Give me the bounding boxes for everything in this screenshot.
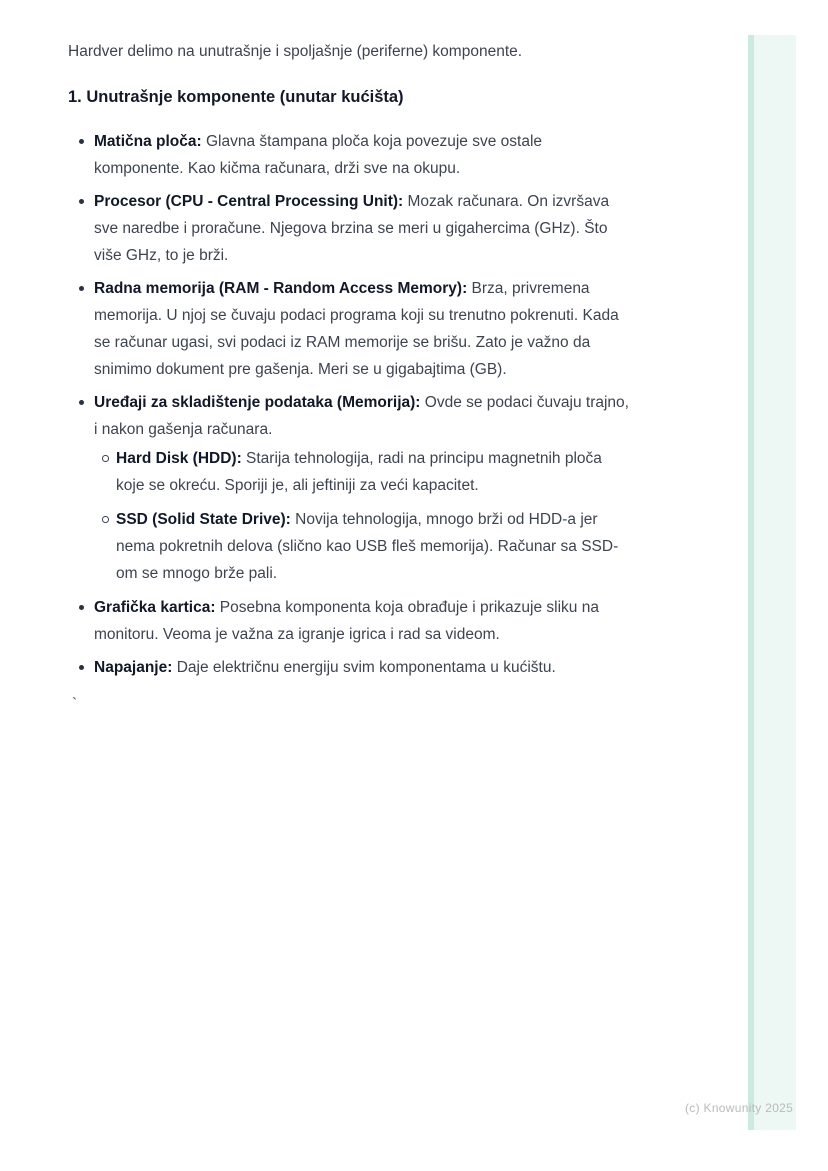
item-term: Matična ploča: [94, 133, 202, 150]
item-term: Procesor (CPU - Central Processing Unit): [94, 193, 404, 210]
component-list [68, 128, 633, 681]
list-item-graficka-kartica [68, 594, 633, 648]
list-item-maticna-ploca [68, 128, 633, 182]
item-desc: Daje električnu energiju svim komponentama u kućištu. [172, 659, 556, 676]
item-desc: Posebna komponenta koja obrađuje i prikazuje sliku na monitoru. Veoma je važna za igranje igrica i rad sa videom. [94, 599, 599, 643]
item-term: Hard Disk (HDD): [116, 450, 242, 467]
list-item-skladistenje [68, 389, 633, 587]
storage-sublist [94, 445, 633, 587]
item-desc: Ovde se podaci čuvaju trajno, i nakon gašenja računara. [94, 394, 629, 438]
copyright-watermark: (c) Knowunity 2025 [685, 1101, 794, 1115]
item-desc: Mozak računara. On izvršava sve naredbe i proračune. Njegova brzina se meri u gigahercima (GHz). Što više GHz, to je brži. [94, 193, 610, 264]
item-desc: Starija tehnologija, radi na principu magnetnih ploča koje se okreću. Sporiji je, ali jeftiniji za veći kapacitet. [116, 450, 602, 494]
document-content [68, 38, 633, 718]
item-term: Napajanje: [94, 659, 173, 676]
section-heading: 1. Unutrašnje komponente (unutar kućišta) [68, 88, 404, 106]
item-term: Radna memorija (RAM - Random Access Memory): [94, 280, 468, 297]
intro-paragraph: Hardver delimo na unutrašnje i spoljašnje (periferne) komponente. [68, 43, 523, 60]
highlight-stripe [748, 35, 796, 1130]
list-item-procesor [68, 188, 633, 269]
item-term: Grafička kartica: [94, 599, 216, 616]
list-item-ssd [94, 506, 633, 587]
list-item-napajanje [68, 654, 633, 681]
item-desc: Brza, privremena memorija. U njoj se čuvaju podaci programa koji su trenutno pokrenuti. Kada se računar ugasi, svi podaci iz RAM memorije se brišu. Zato je važno da snimimo dokument pre gašenja. Meri se u gigabajtima (GB). [94, 280, 619, 378]
stray-backtick: ` [72, 696, 78, 713]
item-term: SSD (Solid State Drive): [116, 511, 291, 528]
item-desc: Glavna štampana ploča koja povezuje sve ostale komponente. Kao kičma računara, drži sve na okupu. [94, 133, 543, 177]
list-item-hdd [94, 445, 633, 499]
list-item-radna-memorija [68, 275, 633, 383]
item-desc: Novija tehnologija, mnogo brži od HDD-a jer nema pokretnih delova (slično kao USB fleš memorija). Računar sa SSD-om se mnogo brže pali. [116, 511, 619, 582]
item-term: Uređaji za skladištenje podataka (Memorija): [94, 394, 421, 411]
